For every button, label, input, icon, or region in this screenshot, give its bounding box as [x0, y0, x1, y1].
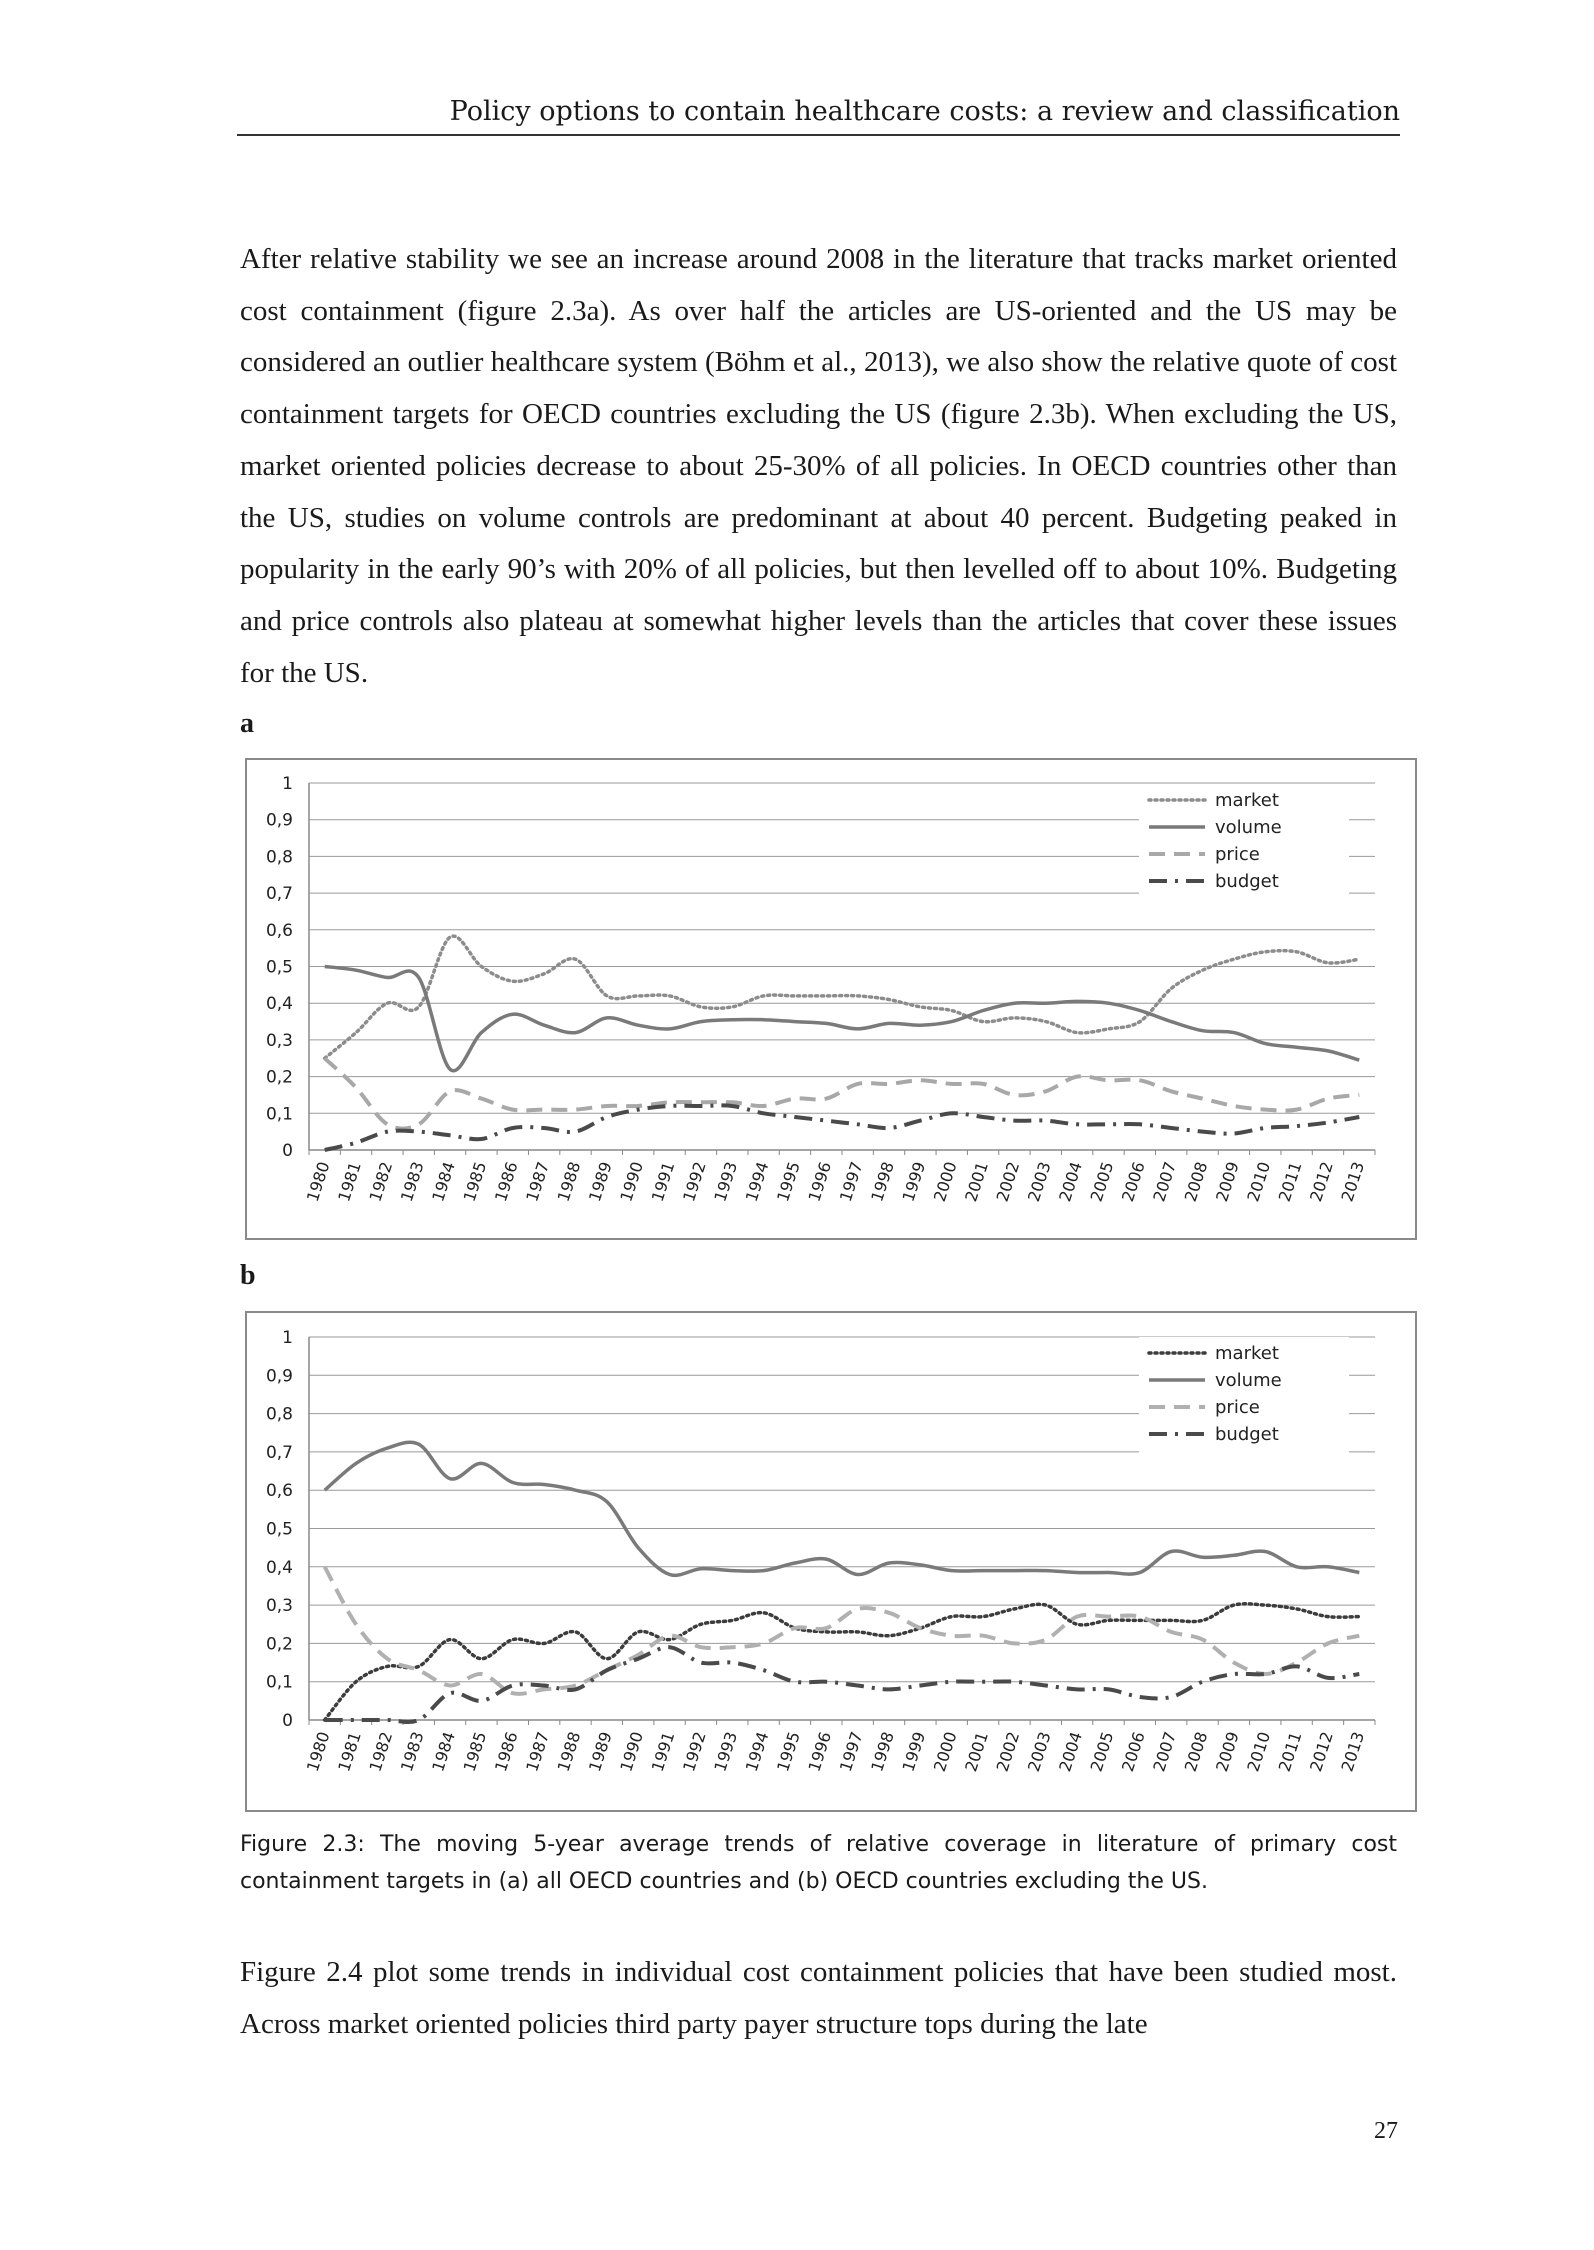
x-tick-label: 2003 [1023, 1729, 1055, 1774]
page-number: 27 [1374, 2118, 1398, 2144]
y-tick-label: 0,1 [265, 1672, 293, 1693]
chart-b-svg [247, 1313, 1415, 1810]
body-paragraph-1: After relative stability we see an increase around 2008 in the literature that tracks market oriented cost containment (figure 2.3a). As over half the articles are US-oriented and the US may be considered an outlier healthcare system (Böhm et al., 2013), we also show the relative quote of cost containment targets for OECD countries excluding the US (figure 2.3b). When excluding the US, market oriented policies decrease to about 25-30% of all policies. In OECD countries other than the US, studies on volume controls are predominant at about 40 percent. Budgeting peaked in popularity in the early 90’s with 20% of all policies, but then levelled off to about 10%. Budgeting and price controls also plateau at somewhat higher levels than the articles that cover these issues for the US. [240, 243, 1397, 689]
x-tick-label: 1993 [710, 1159, 742, 1204]
legend-label-market: market [1215, 1343, 1279, 1364]
y-tick-label: 1 [282, 774, 293, 794]
x-tick-label: 1990 [616, 1729, 648, 1774]
x-tick-label: 2001 [961, 1729, 992, 1774]
x-tick-label: 2010 [1243, 1159, 1275, 1204]
x-tick-label: 1998 [867, 1729, 898, 1774]
x-tick-label: 1996 [804, 1159, 836, 1204]
x-tick-label: 2005 [1086, 1729, 1118, 1774]
x-tick-label: 2007 [1149, 1729, 1181, 1774]
x-tick-label: 2008 [1180, 1159, 1212, 1204]
series-line-market [325, 1604, 1360, 1720]
x-tick-label: 1998 [867, 1159, 898, 1204]
y-tick-label: 0,8 [265, 847, 293, 868]
x-tick-label: 2007 [1149, 1159, 1181, 1204]
x-tick-label: 2000 [929, 1729, 961, 1774]
panel-label-b: b [240, 1260, 256, 1291]
x-tick-label: 2008 [1180, 1729, 1212, 1774]
y-tick-label: 0,4 [265, 1557, 293, 1578]
x-tick-label: 1989 [585, 1729, 616, 1774]
x-tick-label: 2013 [1337, 1729, 1369, 1774]
chart-a-svg [247, 760, 1415, 1238]
x-tick-label: 1983 [396, 1159, 428, 1204]
y-tick-label: 0,3 [265, 1030, 293, 1051]
x-tick-label: 1991 [647, 1729, 679, 1774]
y-tick-label: 0,6 [265, 1481, 293, 1502]
x-tick-label: 1993 [710, 1729, 742, 1774]
x-tick-label: 2005 [1086, 1159, 1118, 1204]
series-line-volume [325, 1442, 1360, 1575]
x-tick-label: 1986 [490, 1159, 522, 1204]
x-tick-label: 2009 [1212, 1159, 1243, 1204]
y-tick-label: 1 [282, 1328, 293, 1348]
x-tick-label: 1984 [428, 1159, 459, 1204]
x-tick-label: 2010 [1243, 1729, 1275, 1774]
x-tick-label: 2002 [992, 1159, 1024, 1204]
x-tick-label: 2009 [1212, 1729, 1243, 1774]
x-tick-label: 2013 [1337, 1159, 1369, 1204]
legend-label-volume: volume [1215, 817, 1282, 838]
x-tick-label: 1999 [898, 1159, 930, 1204]
y-tick-label: 0 [282, 1141, 293, 1161]
x-tick-label: 1986 [490, 1729, 522, 1774]
x-tick-label: 1994 [741, 1159, 773, 1204]
x-tick-label: 1989 [585, 1159, 616, 1204]
x-tick-label: 1982 [365, 1729, 397, 1774]
x-tick-label: 1988 [553, 1159, 585, 1204]
x-tick-label: 1985 [459, 1729, 491, 1774]
y-tick-label: 0 [282, 1711, 293, 1731]
x-tick-label: 2011 [1274, 1729, 1306, 1774]
chart-panel-b [245, 1311, 1417, 1812]
legend-label-budget: budget [1215, 871, 1279, 892]
panel-label-a: a [240, 708, 254, 739]
x-tick-label: 2006 [1118, 1159, 1149, 1204]
x-tick-label: 1982 [365, 1159, 397, 1204]
x-tick-label: 2006 [1118, 1729, 1149, 1774]
x-tick-label: 1995 [773, 1159, 804, 1204]
y-tick-label: 0,8 [265, 1404, 293, 1425]
running-header: Policy options to contain healthcare costs: a review and classification [237, 92, 1400, 136]
y-tick-label: 0,2 [265, 1067, 293, 1088]
legend-label-price: price [1215, 1397, 1260, 1418]
x-tick-label: 1995 [773, 1729, 804, 1774]
x-tick-label: 1984 [428, 1729, 459, 1774]
figure-caption: Figure 2.3: The moving 5-year average trends of relative coverage in literature of primary cost containment targets in (a) all OECD countries and (b) OECD countries excluding the US. [240, 1832, 1397, 1894]
y-tick-label: 0,5 [265, 1519, 293, 1540]
x-tick-label: 2000 [929, 1159, 961, 1204]
x-tick-label: 1990 [616, 1159, 648, 1204]
x-tick-label: 1987 [522, 1159, 553, 1204]
x-tick-label: 2004 [1055, 1159, 1086, 1204]
x-tick-label: 1987 [522, 1729, 553, 1774]
y-tick-label: 0,9 [265, 1366, 293, 1387]
x-tick-label: 1980 [302, 1159, 334, 1204]
x-tick-label: 2003 [1023, 1159, 1055, 1204]
x-tick-label: 1981 [334, 1159, 365, 1204]
x-tick-label: 1999 [898, 1729, 930, 1774]
y-tick-label: 0,1 [265, 1104, 293, 1125]
x-tick-label: 1994 [741, 1729, 773, 1774]
x-tick-label: 1997 [835, 1729, 867, 1774]
chart-panel-a [245, 758, 1417, 1240]
legend-label-budget: budget [1215, 1424, 1279, 1445]
x-tick-label: 1983 [396, 1729, 428, 1774]
y-tick-label: 0,6 [265, 920, 293, 941]
x-tick-label: 2012 [1306, 1729, 1337, 1774]
series-line-volume [325, 967, 1360, 1071]
legend-label-price: price [1215, 844, 1260, 865]
x-tick-label: 1980 [302, 1729, 334, 1774]
body-paragraph-2: Figure 2.4 plot some trends in individual cost containment policies that have been studied most. Across market oriented policies third party payer structure tops during the late [240, 1956, 1397, 2040]
y-tick-label: 0,5 [265, 957, 293, 978]
series-line-price [325, 1567, 1360, 1694]
y-tick-label: 0,7 [265, 1442, 293, 1463]
x-tick-label: 1991 [647, 1159, 679, 1204]
y-tick-label: 0,9 [265, 810, 293, 831]
series-line-budget [325, 1105, 1360, 1150]
legend-label-market: market [1215, 790, 1279, 811]
y-tick-label: 0,7 [265, 884, 293, 905]
series-line-price [325, 1058, 1360, 1128]
y-tick-label: 0,2 [265, 1634, 293, 1655]
x-tick-label: 1996 [804, 1729, 836, 1774]
y-tick-label: 0,3 [265, 1596, 293, 1617]
legend-label-volume: volume [1215, 1370, 1282, 1391]
x-tick-label: 1992 [679, 1729, 710, 1774]
x-tick-label: 2011 [1274, 1159, 1306, 1204]
x-tick-label: 1981 [334, 1729, 365, 1774]
y-tick-label: 0,4 [265, 994, 293, 1015]
x-tick-label: 1992 [679, 1159, 710, 1204]
x-tick-label: 1988 [553, 1729, 585, 1774]
x-tick-label: 2002 [992, 1729, 1024, 1774]
x-tick-label: 2012 [1306, 1159, 1337, 1204]
x-tick-label: 1985 [459, 1159, 491, 1204]
x-tick-label: 1997 [835, 1159, 867, 1204]
x-tick-label: 2001 [961, 1159, 992, 1204]
x-tick-label: 2004 [1055, 1729, 1086, 1774]
